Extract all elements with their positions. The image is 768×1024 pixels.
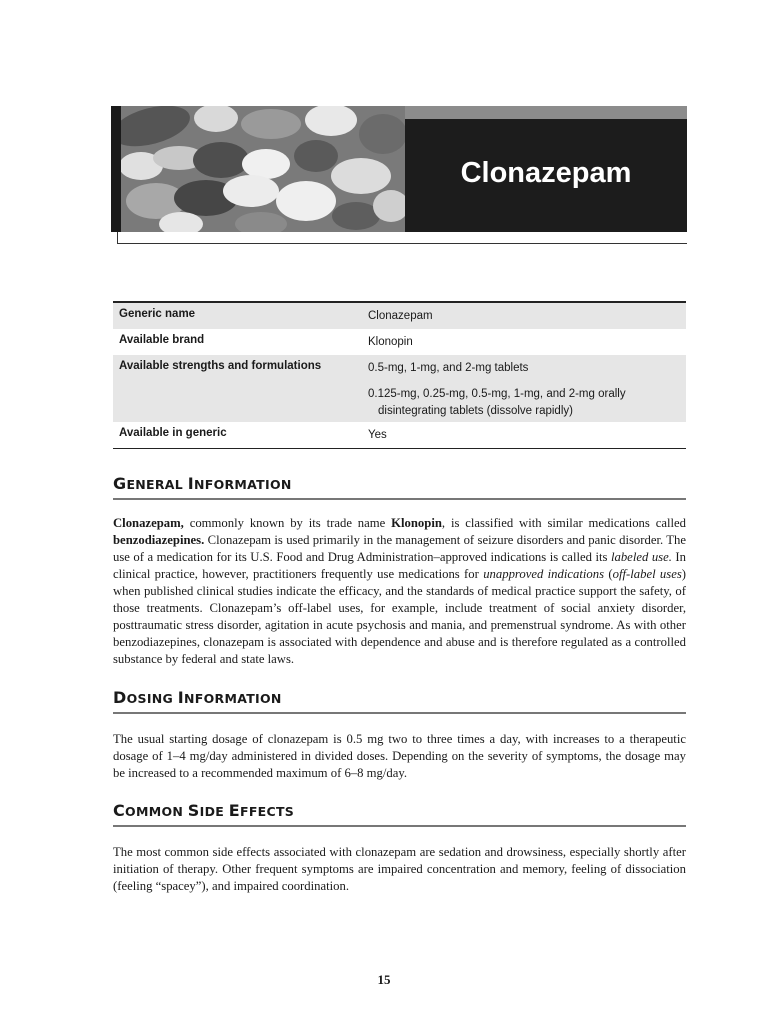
text-run: , is classified with similar medications called	[441, 516, 686, 530]
heading-text: NFORMATION	[184, 691, 282, 706]
heading-text: ENERAL	[126, 477, 188, 492]
text-run: Clonazepam is used primarily in the management of seizure disorders and panic disorder. The use of a medication for its U.S. Food and Drug Administration–approved indications is called its	[113, 533, 686, 564]
term-italic: unapproved indications	[483, 567, 605, 581]
text-run: commonly known by its trade name	[183, 516, 392, 530]
header-shadow	[111, 106, 121, 232]
term-italic: off-label uses	[612, 567, 682, 581]
header-top-band	[405, 106, 687, 119]
row-value-line: disintegrating tablets (dissolve rapidly)	[378, 405, 573, 417]
row-value: Klonopin	[368, 336, 413, 348]
header-frame-line	[117, 243, 687, 244]
dosing-paragraph: The usual starting dosage of clonazepam is 0.5 mg two to three times a day, with increases to a therapeutic dosage of 1–4 mg/day administered in divided doses. Depending on the severity of symptoms, the dosage may be increased to a recommended maximum of 6–8 mg/day.	[113, 732, 686, 780]
page-title: Clonazepam	[460, 157, 632, 189]
text-run: ) when published clinical studies indicate the efficacy, and the standards of medical practice support the safety, of those treatments. Clonazepam’s off-label uses, for example, include treatment of social anxiety disorder, posttraumatic stress disorder, agitation in acute psychosis and mania, and premenstrual syndrome. As with other benzodiazepines, clonazepam is associated with dependence and abuse and is therefore regulated as a controlled substance by federal and state laws.	[113, 567, 687, 666]
text-run: In clinical practice, however, practitioners frequently use medications for	[113, 550, 686, 581]
term-italic: labeled use.	[610, 550, 672, 564]
row-value: Clonazepam	[368, 310, 433, 322]
header-title-band	[405, 119, 687, 232]
drug-name-bold: Clonazepam,	[113, 516, 184, 530]
heading-text: OSING	[126, 691, 178, 706]
row-label: Available strengths and formulations	[119, 360, 322, 372]
section-heading-general	[113, 474, 686, 500]
section-heading-side-effects	[113, 801, 686, 827]
heading-initial: S	[187, 801, 200, 820]
page-number: 15	[377, 972, 391, 987]
side-effects-paragraph: The most common side effects associated with clonazepam are sedation and drowsiness, especially shortly after initiation of therapy. Other frequent symptoms are impaired concentration and memory, feeling of dissociation (feeling “spacey”), and impaired coordination.	[113, 845, 686, 893]
heading-text: NFORMATION	[193, 477, 292, 492]
heading-initial: I	[187, 474, 194, 493]
table-row	[113, 329, 686, 355]
table-row	[113, 355, 686, 422]
pills-photo	[121, 106, 405, 232]
heading-text: OMMON	[125, 804, 188, 819]
heading-initial: I	[177, 688, 185, 707]
brand-name-bold: Klonopin	[391, 516, 442, 530]
drug-class-bold: benzodiazepines.	[113, 533, 205, 547]
heading-initial: G	[113, 474, 127, 493]
row-value	[361, 381, 686, 422]
heading-text: FFECTS	[239, 804, 295, 819]
heading-initial: D	[113, 688, 127, 707]
table-row	[113, 422, 686, 448]
table-row	[113, 303, 686, 329]
drug-info-table	[113, 301, 686, 449]
heading-text: IDE	[199, 804, 229, 819]
row-label: Generic name	[119, 308, 196, 320]
row-label: Available in generic	[119, 427, 227, 439]
heading-initial: C	[113, 801, 126, 820]
heading-initial: E	[228, 801, 240, 820]
pills-image	[121, 106, 405, 232]
row-value: Yes	[368, 429, 387, 441]
row-label: Available brand	[119, 334, 205, 346]
text-run: (	[604, 567, 613, 581]
chapter-header	[111, 106, 687, 246]
section-heading-dosing	[113, 688, 686, 714]
row-value: 0.5-mg, 1-mg, and 2-mg tablets	[368, 362, 529, 374]
row-value-line: 0.125-mg, 0.25-mg, 0.5-mg, 1-mg, and 2-mg orally	[368, 388, 626, 400]
general-info-paragraph	[113, 515, 686, 668]
